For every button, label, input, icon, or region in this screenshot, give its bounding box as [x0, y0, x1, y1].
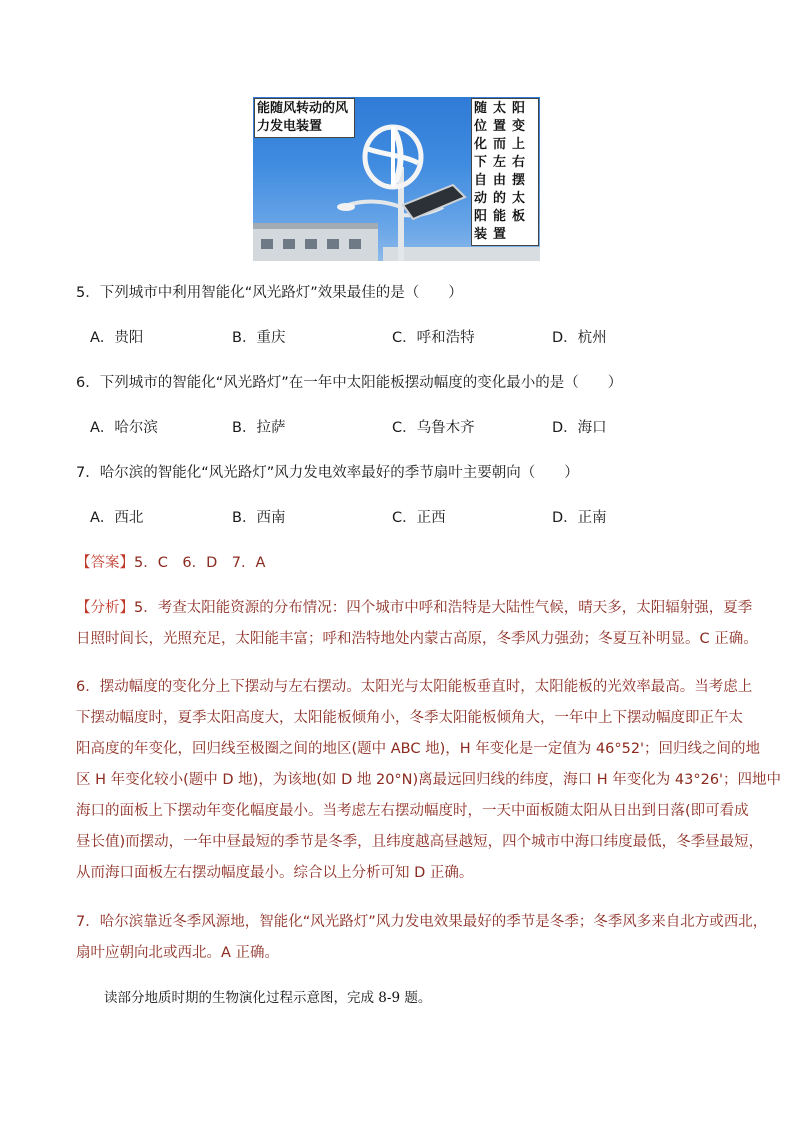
- question-7-options: [90, 508, 650, 528]
- analysis-6-line-6: 昼长值)而摆动，一年中昼最短的季节是冬季，且纬度越高昼越短，四个城市中海口纬度最低，冬季昼最短，: [76, 834, 764, 850]
- option-7a: A．西北: [90, 510, 144, 526]
- analysis-6-line-4: 区 H 年变化较小(题中 D 地)，为该地(如 D 地 20°N)离最远回归线的纬度，海口 H 年变化为 43°26'；四地中: [76, 772, 782, 788]
- question-6-options: [90, 418, 650, 438]
- analysis-6-line-3: 阳高度的年变化，回归线至极圈之间的地区(题中 ABC 地)，H 年变化是一定值为 46°52'；回归线之间的地: [76, 741, 761, 757]
- question-7-stem: 7．哈尔滨的智能化“风光路灯”风力发电效率最好的季节扇叶主要朝向（ ）: [76, 465, 579, 481]
- answer-tag: 【答案】: [76, 555, 134, 571]
- option-7b: B．西南: [232, 510, 286, 526]
- analysis-6-line-1: 6．摆动幅度的变化分上下摆动与左右摆动。太阳光与太阳能板垂直时，太阳能板的光效率最高。当考虑上: [76, 679, 753, 695]
- question-6-stem: 6．下列城市的智能化“风光路灯”在一年中太阳能板摆动幅度的变化最小的是（ ）: [76, 375, 623, 391]
- analysis-paragraph-5: [76, 593, 758, 655]
- option-6d: D．海口: [552, 420, 607, 436]
- analysis-paragraph-6: [76, 672, 782, 889]
- option-7c: C．正西: [392, 510, 446, 526]
- analysis-6-line-7: 从而海口面板左右摆动幅度最小。综合以上分析可知 D 正确。: [76, 865, 474, 881]
- question-5-stem: 5．下列城市中利用智能化“风光路灯”效果最佳的是（ ）: [76, 285, 463, 301]
- question-5-options: [90, 328, 650, 348]
- option-5a: A．贵阳: [90, 330, 144, 346]
- answer-text: 5．C 6．D 7．A: [134, 555, 266, 571]
- solar-panel-label: 随太阳位置变化而上下左右自由摆动的太阳能板装置: [471, 98, 539, 246]
- analysis-7-line-1: 7．哈尔滨靠近冬季风源地，智能化“风光路灯”风力发电效果最好的季节是冬季；冬季风多来自北方或西北，: [76, 914, 768, 930]
- option-5d: D．杭州: [552, 330, 607, 346]
- analysis-paragraph-7: [76, 907, 768, 969]
- option-5b: B．重庆: [232, 330, 286, 346]
- analysis-5-line-2: 日照时间长，光照充足，太阳能丰富；呼和浩特地处内蒙古高原，冬季风力强劲；冬夏互补明显。C 正确。: [76, 631, 758, 647]
- analysis-7-line-2: 扇叶应朝向北或西北。A 正确。: [76, 945, 280, 961]
- analysis-6-line-2: 下摆动幅度时，夏季太阳高度大，太阳能板倾角小，冬季太阳能板倾角大，一年中上下摆动幅度即正午太: [76, 710, 743, 726]
- option-5c: C．呼和浩特: [392, 330, 475, 346]
- wind-solar-streetlight-photo: [253, 97, 540, 261]
- option-6b: B．拉萨: [232, 420, 286, 436]
- analysis-tag: 【分析】: [76, 600, 134, 616]
- analysis-6-line-5: 海口的面板上下摆动年变化幅度最小。当考虑左右摆动幅度时，一天中面板随太阳从日出到日落(即可看成: [76, 803, 749, 819]
- wind-turbine-label: 能随风转动的风力发电装置: [254, 98, 355, 138]
- option-7d: D．正南: [552, 510, 607, 526]
- analysis-5-line-1: 5．考查太阳能资源的分布情况：四个城市中呼和浩特是大陆性气候，晴天多，太阳辐射强，夏季: [134, 600, 753, 616]
- option-6c: C．乌鲁木齐: [392, 420, 475, 436]
- answer-line: [76, 553, 265, 573]
- option-6a: A．哈尔滨: [90, 420, 158, 436]
- next-section-caption: 读部分地质时期的生物演化过程示意图，完成 8-9 题。: [104, 990, 432, 1006]
